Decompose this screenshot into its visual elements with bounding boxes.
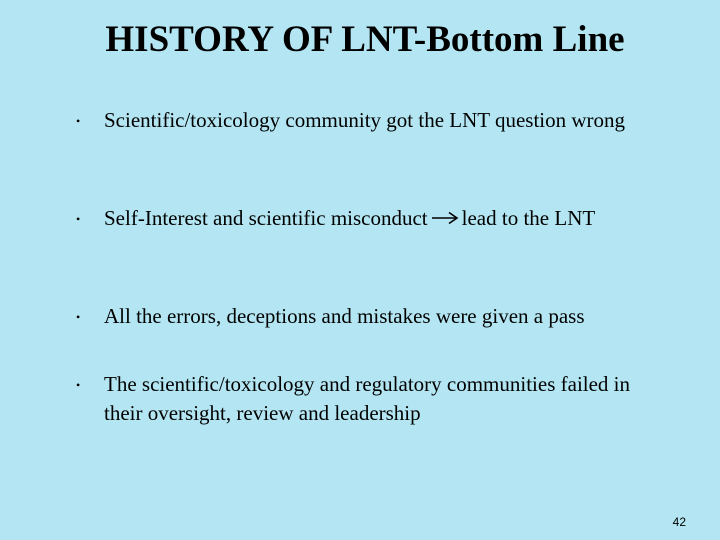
bullet-text: All the errors, deceptions and mistakes were given a pass [104,304,585,328]
slide-title: HISTORY OF LNT-Bottom Line [105,19,625,60]
bullet-text: Scientific/toxicology community got the LNT question wrong [104,108,626,132]
bullet-marker: • [76,114,81,128]
bullet-text [104,204,664,233]
page-number: 42 [672,515,686,529]
bullet-marker: • [76,212,81,226]
bullet-text-after-arrow: lead to the LNT [461,206,596,230]
bullet-text-before-arrow: Self-Interest and scientific misconduct [104,206,428,230]
bullet-text: The scientific/toxicology and regulatory communities failed in their oversight, review and leadership [104,372,631,425]
bullet-marker: • [76,310,81,324]
bullet-marker: • [76,378,81,392]
right-arrow-icon [430,211,460,225]
